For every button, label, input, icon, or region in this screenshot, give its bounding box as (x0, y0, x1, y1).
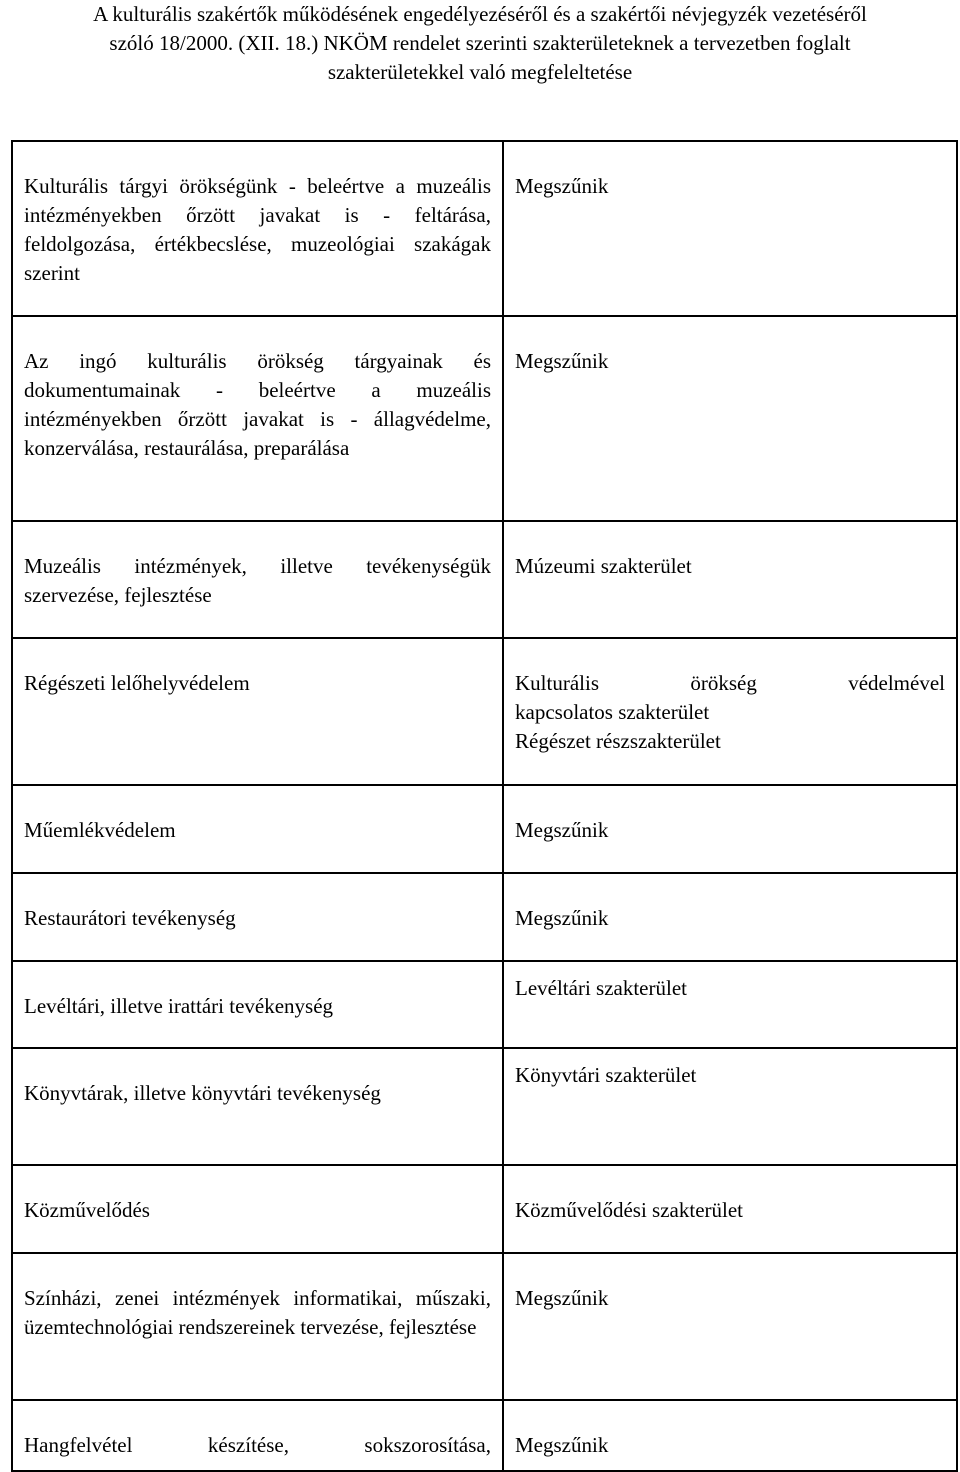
new-specialty-cell: Megszűnik (503, 141, 957, 316)
old-specialty-cell: Színházi, zenei intézmények informatikai, műszaki, üzemtechnológiai rendszereinek tervezése, fejlesztése (12, 1253, 503, 1400)
new-specialty-cell: Könyvtári szakterület (503, 1048, 957, 1165)
old-specialty-cell: Restaurátori tevékenység (12, 873, 503, 961)
title-line: A kulturális szakértők működésének engedélyezéséről és a szakértői névjegyzék vezetéséről (93, 2, 867, 26)
old-specialty-line: Hangfelvétel készítése, sokszorosítása, (24, 1433, 491, 1457)
correspondence-table (11, 140, 958, 1472)
old-specialty-cell: Könyvtárak, illetve könyvtári tevékenység (12, 1048, 503, 1165)
old-specialty-cell: Közművelődés (12, 1165, 503, 1253)
table-row (12, 961, 957, 1048)
old-specialty-cell: Levéltári, illetve irattári tevékenység (12, 961, 503, 1048)
table-row (12, 1165, 957, 1253)
table-row (12, 141, 957, 316)
new-specialty-cell: Közművelődési szakterület (503, 1165, 957, 1253)
new-specialty-cell: Múzeumi szakterület (503, 521, 957, 638)
new-specialty-line: Régészet részszakterület (515, 729, 721, 753)
new-specialty-cell: Levéltári szakterület (503, 961, 957, 1048)
table-row (12, 1253, 957, 1400)
table-row (12, 638, 957, 785)
new-specialty-cell: Megszűnik (503, 1253, 957, 1400)
new-specialty-cell: Megszűnik (503, 873, 957, 961)
old-specialty-cell: Műemlékvédelem (12, 785, 503, 873)
table-row (12, 1400, 957, 1471)
new-specialty-cell (503, 638, 957, 785)
new-specialty-cell: Megszűnik (503, 785, 957, 873)
new-specialty-cell: Megszűnik (503, 316, 957, 521)
table-row (12, 521, 957, 638)
table-row (12, 316, 957, 521)
table-row (12, 873, 957, 961)
document-title (0, 0, 960, 87)
old-specialty-cell: Muzeális intézmények, illetve tevékenységük szervezése, fejlesztése (12, 521, 503, 638)
table-row (12, 1048, 957, 1165)
title-line: szóló 18/2000. (XII. 18.) NKÖM rendelet szerinti szakterületeknek a tervezetben foglalt (109, 31, 851, 55)
table-row (12, 785, 957, 873)
title-line: szakterületekkel való megfeleltetése (327, 60, 633, 84)
old-specialty-cell: Az ingó kulturális örökség tárgyainak és dokumentumainak - beleértve a muzeális intézményekben őrzött javakat is - állagvédelme, konzerválása, restaurálása, preparálása (12, 316, 503, 521)
new-specialty-cell: Megszűnik (503, 1400, 957, 1471)
old-specialty-cell: Régészeti lelőhelyvédelem (12, 638, 503, 785)
new-specialty-line: kapcsolatos szakterület (515, 700, 710, 724)
old-specialty-cell: Kulturális tárgyi örökségünk - beleértve a muzeális intézményekben őrzött javakat is - feltárása, feldolgozása, értékbecslése, muzeológiai szakágak szerint (12, 141, 503, 316)
old-specialty-cell (12, 1400, 503, 1471)
new-specialty-line: Kulturális örökség védelmével (515, 671, 945, 695)
